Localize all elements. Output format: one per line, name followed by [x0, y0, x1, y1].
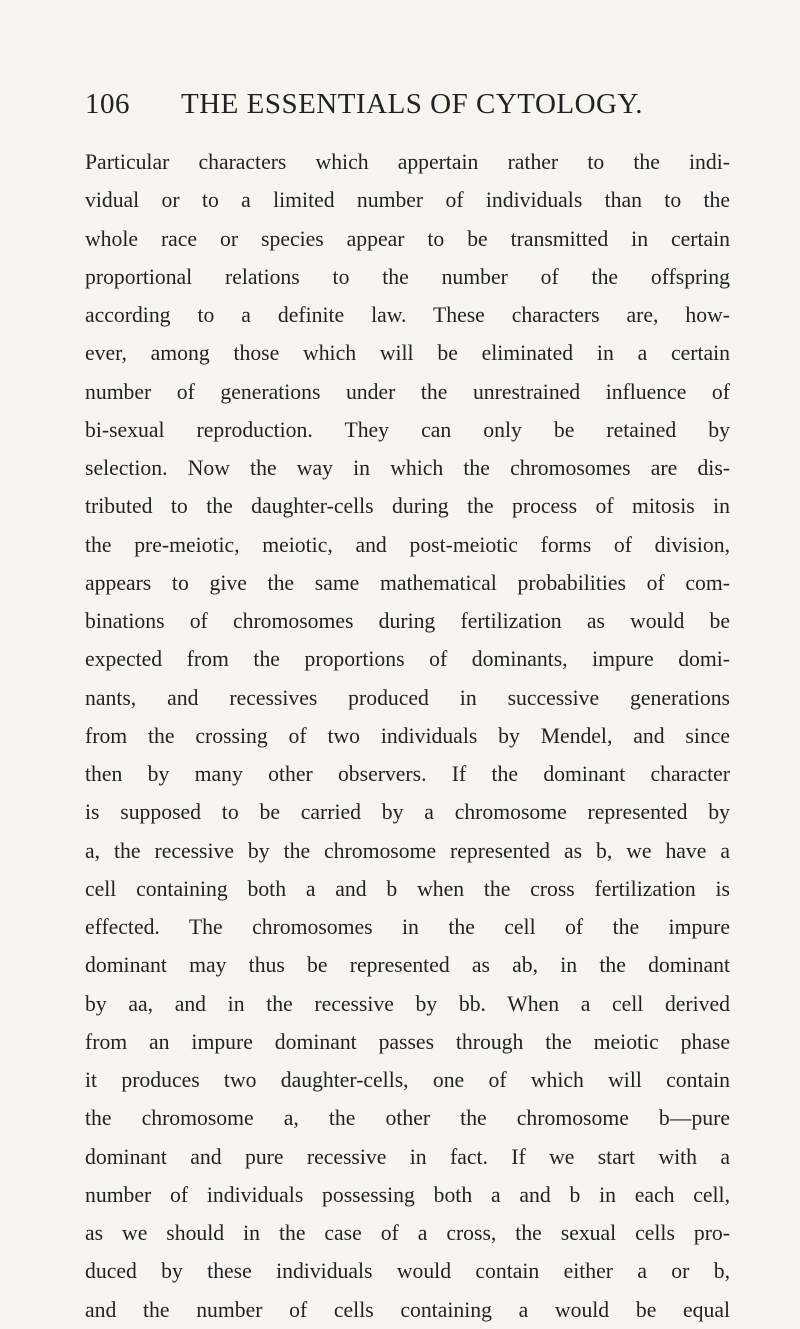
text-line: vidual or to a limited number of individuals than to the: [85, 188, 730, 213]
text-line: bi-sexual reproduction. They can only be retained by: [85, 417, 730, 442]
text-line: dominant and pure recessive in fact. If we start with a: [85, 1144, 730, 1169]
text-line: the pre-meiotic, meiotic, and post-meiotic forms of division,: [85, 532, 730, 557]
page-header: [85, 88, 730, 128]
text-line: the chromosome a, the other the chromosome b—pure: [85, 1106, 730, 1131]
text-line: whole race or species appear to be transmitted in certain: [85, 226, 730, 251]
body-paragraph: [85, 143, 730, 1329]
text-line: number of generations under the unrestrained influence of: [85, 379, 730, 404]
page-number: 106: [85, 88, 130, 120]
text-line: number of individuals possessing both a and b in each cell,: [85, 1182, 730, 1207]
text-line: from the crossing of two individuals by Mendel, and since: [85, 723, 730, 748]
text-line: duced by these individuals would contain either a or b,: [85, 1259, 730, 1284]
text-line: and the number of cells containing a would be equal: [85, 1297, 730, 1322]
text-line: selection. Now the way in which the chromosomes are dis-: [85, 456, 730, 480]
text-line: effected. The chromosomes in the cell of the impure: [85, 915, 730, 939]
text-line: ever, among those which will be eliminated in a certain: [85, 341, 730, 366]
text-line: a, the recessive by the chromosome represented as b, we have a: [85, 838, 730, 863]
text-line: proportional relations to the number of the offspring: [85, 264, 730, 289]
text-line: expected from the proportions of dominants, impure domi-: [85, 647, 730, 672]
text-line: it produces two daughter-cells, one of which will contain: [85, 1068, 730, 1092]
text-line: from an impure dominant passes through the meiotic phase: [85, 1029, 730, 1054]
text-line: dominant may thus be represented as ab, in the dominant: [85, 953, 730, 978]
text-line: is supposed to be carried by a chromosome represented by: [85, 800, 730, 825]
text-line: by aa, and in the recessive by bb. When a cell derived: [85, 991, 730, 1016]
text-line: according to a definite law. These characters are, how-: [85, 303, 730, 327]
text-line: Particular characters which appertain rather to the indi-: [85, 150, 730, 174]
text-line: cell containing both a and b when the cross fertilization is: [85, 876, 730, 901]
text-line: appears to give the same mathematical probabilities of com-: [85, 570, 730, 595]
text-line: nants, and recessives produced in successive generations: [85, 685, 730, 710]
text-line: then by many other observers. If the dominant character: [85, 762, 730, 786]
text-line: as we should in the case of a cross, the sexual cells pro-: [85, 1221, 730, 1245]
running-title: THE ESSENTIALS OF CYTOLOGY.: [181, 88, 643, 120]
text-line: tributed to the daughter-cells during the process of mitosis in: [85, 494, 730, 519]
text-line: binations of chromosomes during fertilization as would be: [85, 609, 730, 633]
